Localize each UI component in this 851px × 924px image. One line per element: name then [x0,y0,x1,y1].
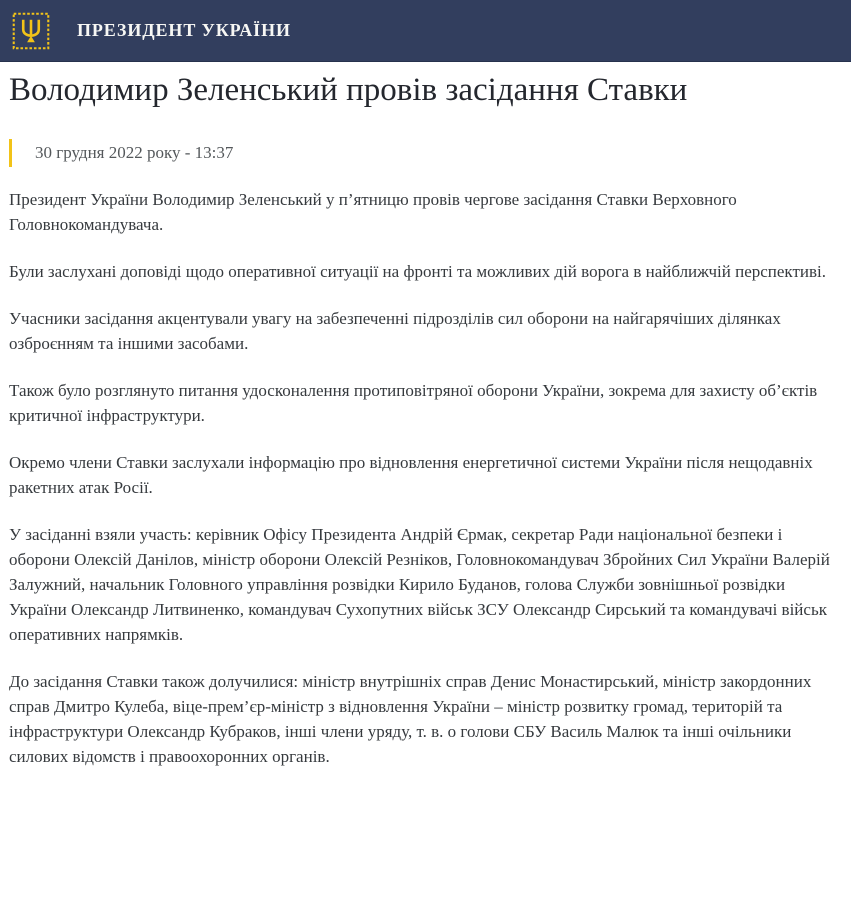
article-paragraph: У засіданні взяли участь: керівник Офісу Президента Андрій Єрмак, секретар Ради національної безпеки і оборони Олексій Данілов, міністр оборони Олексій Резніков, Головнокомандувач Збройних Сил України Валерій Залужний, начальник Головного управління розвідки Кирило Буданов, голова Служби зовнішньої розвідки України Олександр Литвиненко, командувач Сухопутних військ ЗСУ Олександр Сирський та командувачі військ оперативних напрямків. [9,525,830,644]
article-paragraph: Були заслухані доповіді щодо оперативної ситуації на фронті та можливих дій ворога в найближчій перспективі. [9,262,826,281]
article-paragraph: До засідання Ставки також долучилися: міністр внутрішніх справ Денис Монастирський, міністр закордонних справ Дмитро Кулеба, віце-прем’єр-міністр з відновлення України – міністр розвитку громад, територій та інфраструктури Олександр Кубраков, інші члени уряду, т. в. о голови СБУ Василь Малюк та інші очільники силових відомств і правоохоронних органів. [9,672,812,766]
site-header [0,0,851,62]
site-title[interactable]: ПРЕЗИДЕНТ УКРАЇНИ [77,20,291,40]
article-title: Володимир Зеленський провів засідання Ставки [9,72,688,108]
publish-date: 30 грудня 2022 року - 13:37 [35,143,234,162]
article-body [9,187,833,769]
trident-icon [12,12,50,50]
article-paragraph: Також було розглянуто питання удосконалення протиповітряної оборони України, зокрема для захисту об’єктів критичної інфраструктури. [9,381,818,425]
accent-bar [9,139,12,167]
article-page [0,67,851,799]
publish-date-row [9,139,833,167]
article-paragraph: Окремо члени Ставки заслухали інформацію про відновлення енергетичної системи України після нещодавніх ракетних атак Росії. [9,453,813,497]
article-paragraph: Президент України Володимир Зеленський у п’ятницю провів чергове засідання Ставки Верховного Головнокомандувача. [9,190,737,234]
article-paragraph: Учасники засідання акцентували увагу на забезпеченні підрозділів сил оборони на найгарячіших ділянках озброєнням та іншими засобами. [9,309,781,353]
coat-of-arms-logo[interactable] [12,12,50,50]
